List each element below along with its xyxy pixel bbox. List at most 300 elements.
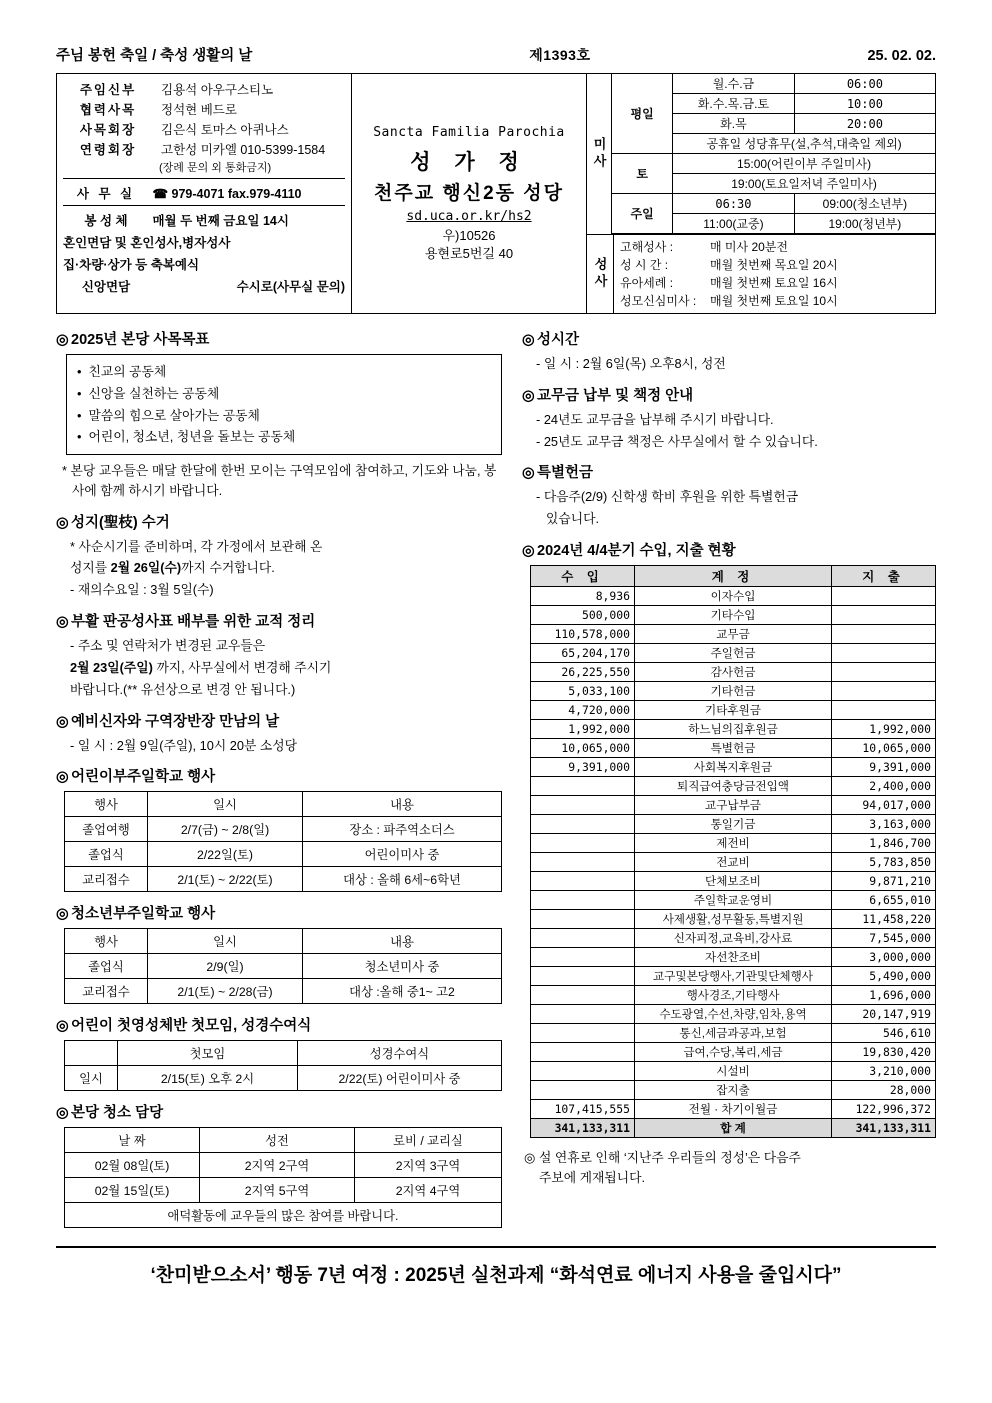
section-title-text: 어린이부주일학교 행사 (71, 769, 216, 786)
staff-row (63, 99, 345, 119)
income-cell: 4,720,000 (531, 701, 635, 720)
masthead-staff (57, 74, 352, 313)
total-expense: 341,133,311 (832, 1119, 936, 1138)
table-row (531, 606, 936, 625)
expense-cell: 94,017,000 (832, 796, 936, 815)
expense-cell (832, 587, 936, 606)
income-cell (531, 1005, 635, 1024)
sacrament-key: 고해성사 : (620, 240, 674, 254)
expense-cell: 3,210,000 (832, 1062, 936, 1081)
section-title-text: 2024년 4/4분기 수입, 지출 현황 (537, 543, 736, 560)
section-heading-easter (56, 610, 502, 631)
table-total-row (531, 1119, 936, 1138)
cell: 2지역 4구역 (355, 1178, 502, 1203)
sacrament-value: 매월 첫번째 목요일 20시 (710, 258, 838, 272)
staff-label: 협력사목 (79, 103, 137, 117)
table-header-row (65, 1041, 502, 1066)
mass-time-label: 19:00(토요일저녁 주일미사) (673, 174, 935, 194)
income-cell: 65,204,170 (531, 644, 635, 663)
staff-row (63, 79, 345, 99)
cell: 졸업여행 (65, 817, 148, 842)
income-cell (531, 777, 635, 796)
mass-time-value: 19:00(청년부) (794, 214, 935, 234)
expense-cell (832, 663, 936, 682)
income-cell (531, 834, 635, 853)
cleaning-table (64, 1127, 502, 1228)
parish-zipcode: 우)10526 (442, 227, 496, 243)
column-header: 날 짜 (65, 1128, 200, 1153)
service-label: 집·차량·상가 등 축복예식 (63, 258, 200, 272)
palm-line-2-pre: 성지를 (70, 560, 111, 576)
income-cell (531, 1062, 635, 1081)
account-cell: 시설비 (635, 1062, 832, 1081)
cell: 교리접수 (65, 979, 148, 1004)
easter-line-2-post: 까지, 사무실에서 변경해 주시기 (152, 659, 332, 675)
table-header-row (65, 792, 502, 817)
staff-row (63, 119, 345, 139)
account-cell: 기타수입 (635, 606, 832, 625)
table-row (531, 929, 936, 948)
holyhour-line-1: - 일 시 : 2월 6일(목) 오후8시, 성전 (536, 356, 726, 371)
divider (63, 205, 345, 206)
income-cell: 500,000 (531, 606, 635, 625)
mass-time-label: 15:00(어린이부 주일미사) (673, 154, 935, 174)
cell: 졸업식 (65, 954, 148, 979)
account-cell: 교무금 (635, 625, 832, 644)
column-header (65, 1041, 118, 1066)
account-cell: 사제생활,성무활동,특별지원 (635, 910, 832, 929)
income-cell (531, 910, 635, 929)
expense-cell: 3,163,000 (832, 815, 936, 834)
section-title-text: 성지(聖枝) 수거 (71, 514, 170, 531)
service-row (63, 275, 345, 297)
expense-cell: 3,000,000 (832, 948, 936, 967)
parish-address: 용현로5번길 40 (424, 245, 514, 261)
table-row (65, 1153, 502, 1178)
account-cell: 자선찬조비 (635, 948, 832, 967)
account-cell: 잡지출 (635, 1081, 832, 1100)
section-heading-first-communion (56, 1014, 502, 1035)
column-header: 내용 (303, 792, 502, 817)
income-cell (531, 891, 635, 910)
sacrament-label-text: 성사 (592, 257, 608, 291)
expense-cell: 5,783,850 (832, 853, 936, 872)
total-label: 합 계 (635, 1119, 832, 1138)
column-header: 첫모임 (118, 1041, 298, 1066)
goal-item: • 친교의 공동체 (77, 361, 491, 383)
header-feast: 주님 봉헌 축일 / 축성 생활의 날 (56, 48, 253, 64)
table-row (531, 872, 936, 891)
table-row (531, 777, 936, 796)
account-cell: 기타헌금 (635, 682, 832, 701)
palm-line-1: * 사순시기를 준비하며, 각 가정에서 보관해 온 (70, 538, 323, 554)
account-cell: 특별헌금 (635, 739, 832, 758)
easter-line-3: 바랍니다.(** 유선상으로 변경 안 됩니다.) (70, 681, 296, 697)
section-title-text: 교무금 납부 및 책정 안내 (537, 387, 694, 404)
table-row (65, 1178, 502, 1203)
account-cell: 행사경조,기타행사 (635, 986, 832, 1005)
header-issue: 제1393호 (529, 47, 591, 63)
bullet-icon: ◎ (524, 1150, 536, 1166)
column-header: 성전 (200, 1128, 355, 1153)
column-header: 일시 (148, 929, 303, 954)
staff-value: 고한성 미카엘 010-5399-1584 (161, 143, 326, 157)
goals-box (66, 354, 502, 455)
cell: 대상 :올해 중1~ 고2 (303, 979, 502, 1004)
staff-label: 사목회장 (79, 123, 137, 137)
table-row (65, 817, 502, 842)
column-header: 내용 (303, 929, 502, 954)
section-heading-holyhour (522, 328, 936, 349)
service-row (63, 209, 345, 231)
section-title-text: 예비신자와 구역장반장 만남의 날 (71, 713, 280, 730)
page-header (56, 44, 936, 65)
mass-row (612, 154, 935, 174)
expense-cell: 1,846,700 (832, 834, 936, 853)
table-row (65, 954, 502, 979)
account-cell: 교구및본당행사,기관및단체행사 (635, 967, 832, 986)
cell: 2지역 3구역 (355, 1153, 502, 1178)
service-label: 혼인면담 및 혼인성사,병자성사 (63, 236, 231, 250)
parish-name-secondary: 천주교 행신2동 성당 (374, 182, 564, 204)
income-cell: 8,936 (531, 587, 635, 606)
masthead-schedule (587, 74, 935, 313)
bullet-icon: ◎ (56, 332, 69, 348)
income-cell: 107,415,555 (531, 1100, 635, 1119)
easter-line-2 (58, 658, 502, 678)
income-cell: 5,033,100 (531, 682, 635, 701)
first-communion-table (64, 1040, 502, 1091)
goals-note: * 본당 교우들은 매달 한달에 한번 모이는 구역모임에 참여하고, 기도와 나눔, 봉사에 함께 하시기 바랍니다. (62, 463, 497, 498)
section-heading-finance (522, 539, 936, 560)
table-row (531, 1043, 936, 1062)
bullet-icon: ◎ (56, 514, 69, 531)
income-cell (531, 1081, 635, 1100)
account-cell: 제전비 (635, 834, 832, 853)
footer-slogan: ‘찬미받으소서’ 행동 7년 여정 : 2025년 실천과제 “화석연료 에너지 사용을 줄입시다” (56, 1246, 936, 1287)
easter-line-1: - 주소 및 연락처가 변경된 교우들은 (70, 638, 266, 654)
palm-line-3: - 재의수요일 : 3월 5일(수) (70, 582, 214, 598)
table-row (65, 1066, 502, 1091)
mass-time-value: 10:00 (794, 94, 935, 114)
expense-cell: 7,545,000 (832, 929, 936, 948)
cell: 일시 (65, 1066, 118, 1091)
staff-value: 김용석 아우구스티노 (161, 83, 274, 97)
kids-school-table (64, 791, 502, 892)
table-row (65, 979, 502, 1004)
mass-time-label: 화.목 (673, 114, 795, 134)
cell: 02월 08일(토) (65, 1153, 200, 1178)
table-row (65, 842, 502, 867)
column-header-income: 수 입 (531, 566, 635, 587)
table-row (531, 644, 936, 663)
section-heading-kids-school (56, 765, 502, 786)
table-row (531, 663, 936, 682)
youth-school-table (64, 928, 502, 1004)
sacrament-value: 매 미사 20분전 (710, 240, 788, 254)
sacrament-row (620, 238, 929, 256)
table-header-row (65, 1128, 502, 1153)
expense-cell: 19,830,420 (832, 1043, 936, 1062)
sacrament-value: 매월 첫번째 토요일 16시 (710, 276, 838, 290)
notice-block (524, 1148, 936, 1188)
service-label: 봉 성 체 (84, 214, 128, 228)
cell: 02월 15일(토) (65, 1178, 200, 1203)
table-header-row (65, 929, 502, 954)
column-header-account: 계 정 (635, 566, 832, 587)
staff-value: 김은식 토마스 아퀴나스 (161, 123, 289, 137)
expense-cell: 546,610 (832, 1024, 936, 1043)
expense-cell: 1,696,000 (832, 986, 936, 1005)
account-cell: 하느님의집후원금 (635, 720, 832, 739)
section-title-text: 부활 판공성사표 배부를 위한 교적 정리 (71, 614, 316, 631)
account-cell: 수도광열,수선,차량,임차,용역 (635, 1005, 832, 1024)
table-row (531, 967, 936, 986)
income-cell (531, 872, 635, 891)
expense-cell (832, 644, 936, 663)
sacrament-schedule (587, 235, 935, 313)
income-cell (531, 948, 635, 967)
income-cell: 9,391,000 (531, 758, 635, 777)
mass-kind: 토 (612, 154, 673, 194)
table-row (65, 867, 502, 892)
mass-vertical-label (587, 74, 612, 234)
parish-identity (352, 74, 587, 313)
content-columns (56, 328, 936, 1232)
section-title-text: 청소년부주일학교 행사 (71, 906, 216, 923)
income-cell: 10,065,000 (531, 739, 635, 758)
dues-line-1: - 24년도 교무금을 납부해 주시기 바랍니다. (536, 411, 774, 427)
income-cell (531, 929, 635, 948)
easter-deadline: 2월 23일(주일) (70, 659, 153, 675)
catechumen-line-1: - 일 시 : 2월 9일(주일), 10시 20분 소성당 (70, 737, 298, 753)
expense-cell: 122,996,372 (832, 1100, 936, 1119)
table-row (531, 720, 936, 739)
account-cell: 퇴직급여충당금전입액 (635, 777, 832, 796)
staff-value: 정석현 베드로 (161, 103, 237, 117)
special-line-2: 있습니다. (546, 511, 600, 527)
table-row (531, 739, 936, 758)
service-row (63, 253, 345, 275)
account-cell: 주일헌금 (635, 644, 832, 663)
table-row (65, 1203, 502, 1228)
service-label: 신앙면담 (81, 280, 131, 294)
column-header-expense: 지 출 (832, 566, 936, 587)
table-row (531, 948, 936, 967)
office-row (63, 182, 345, 202)
expense-cell (832, 625, 936, 644)
mass-row (612, 74, 935, 94)
cell: 2/15(토) 오후 2시 (118, 1066, 298, 1091)
table-row (531, 815, 936, 834)
table-header-row (531, 566, 936, 587)
account-cell: 이자수입 (635, 587, 832, 606)
expense-cell: 1,992,000 (832, 720, 936, 739)
sacrament-key: 성모신심미사 : (620, 294, 697, 308)
cell: 대상 : 올해 6세~6학년 (303, 867, 502, 892)
expense-cell: 2,400,000 (832, 777, 936, 796)
service-row (63, 231, 345, 253)
palm-deadline: 2월 26일(수) (110, 560, 182, 576)
bullet-icon: ◎ (522, 387, 535, 404)
mass-kind: 주일 (612, 194, 673, 234)
account-cell: 주일학교운영비 (635, 891, 832, 910)
mass-schedule (587, 74, 935, 235)
account-cell: 통신,세금과공과,보험 (635, 1024, 832, 1043)
goal-item: • 신앙을 실천하는 공동체 (77, 383, 491, 405)
section-heading-dues (522, 384, 936, 405)
table-row (531, 682, 936, 701)
account-cell: 급여,수당,복리,세금 (635, 1043, 832, 1062)
expense-cell: 10,065,000 (832, 739, 936, 758)
expense-cell: 20,147,919 (832, 1005, 936, 1024)
section-heading-catechumen (56, 710, 502, 731)
mass-label-text: 미사 (591, 137, 607, 171)
bullet-icon: ◎ (56, 1105, 69, 1122)
palm-line-2-post: 까지 수거합니다. (181, 560, 275, 576)
notice-line-2: 주보에 게재됩니다. (539, 1169, 646, 1185)
staff-note: (장례 문의 외 통화금지) (159, 162, 272, 174)
expense-cell: 28,000 (832, 1081, 936, 1100)
income-cell (531, 853, 635, 872)
sacrament-key: 성 시 간 : (620, 258, 669, 272)
table-row (531, 834, 936, 853)
income-cell (531, 1043, 635, 1062)
mass-row (612, 194, 935, 214)
mass-time-label: 월.수.금 (673, 74, 795, 94)
table-row (531, 758, 936, 777)
cell: 어린이미사 중 (303, 842, 502, 867)
bullet-icon: ◎ (56, 906, 69, 923)
account-cell: 통일기금 (635, 815, 832, 834)
account-cell: 교구납부금 (635, 796, 832, 815)
expense-cell (832, 682, 936, 701)
mass-kind: 평일 (612, 74, 673, 154)
section-title-text: 2025년 본당 사목목표 (71, 332, 210, 348)
cleaning-footnote: 애덕활동에 교우들의 많은 참여를 바랍니다. (65, 1203, 502, 1228)
parish-latin-name: Sancta Familia Parochia (373, 124, 565, 140)
goal-item: • 어린이, 청소년, 청년을 돌보는 공동체 (77, 426, 491, 448)
section-title-text: 본당 청소 담당 (71, 1105, 164, 1122)
special-line-1: - 다음주(2/9) 신학생 학비 후원을 위한 특별헌금 (536, 489, 799, 505)
parish-website-link[interactable]: sd.uca.or.kr/hs2 (406, 208, 532, 224)
sacrament-row (620, 292, 929, 310)
mass-holiday-note: 공휴일 성당휴무(설,추석,대축일 제외) (673, 134, 935, 154)
table-row (531, 1024, 936, 1043)
table-row (531, 796, 936, 815)
sacrament-row (620, 274, 929, 292)
section-heading-goals (56, 328, 502, 349)
staff-label: 주임신부 (79, 83, 137, 97)
table-row (531, 587, 936, 606)
expense-cell: 6,655,010 (832, 891, 936, 910)
income-cell (531, 986, 635, 1005)
column-header: 행사 (65, 792, 148, 817)
bullet-icon: ◎ (56, 713, 69, 730)
notice-line-1: 설 연휴로 인해 ‘지난주 우리들의 정성’은 다음주 (539, 1150, 801, 1166)
service-value: 매월 두 번째 금요일 14시 (152, 214, 289, 228)
account-cell: 감사헌금 (635, 663, 832, 682)
account-cell: 전교비 (635, 853, 832, 872)
cell: 2지역 2구역 (200, 1153, 355, 1178)
table-row (531, 701, 936, 720)
table-row (531, 891, 936, 910)
section-heading-palm (56, 511, 502, 532)
service-value: 수시로(사무실 문의) (236, 280, 345, 294)
staff-row (63, 139, 345, 159)
expense-cell (832, 701, 936, 720)
section-heading-youth-school (56, 902, 502, 923)
income-cell: 1,992,000 (531, 720, 635, 739)
parish-name-primary: 성 가 정 (410, 150, 528, 174)
dues-line-2: - 25년도 교무금 책정은 사무실에서 할 수 있습니다. (536, 433, 818, 449)
cell: 2/1(토) ~ 2/28(금) (148, 979, 303, 1004)
goal-item: • 말씀의 힘으로 살아가는 공동체 (77, 405, 491, 427)
column-header: 일시 (148, 792, 303, 817)
mass-time-label: 11:00(교중) (673, 214, 795, 234)
expense-cell (832, 606, 936, 625)
income-cell (531, 1024, 635, 1043)
cell: 교리접수 (65, 867, 148, 892)
table-row (531, 1062, 936, 1081)
finance-table (530, 565, 936, 1138)
table-row (531, 1005, 936, 1024)
column-header: 성경수여식 (298, 1041, 502, 1066)
mass-time-value: 20:00 (794, 114, 935, 134)
bullet-icon: ◎ (56, 614, 69, 631)
bullet-icon: ◎ (56, 1018, 69, 1035)
bullet-icon: ◎ (522, 465, 535, 482)
income-cell (531, 815, 635, 834)
section-heading-special-offering (522, 461, 936, 482)
cell: 장소 : 파주역소더스 (303, 817, 502, 842)
expense-cell: 9,391,000 (832, 758, 936, 777)
total-income: 341,133,311 (531, 1119, 635, 1138)
cell: 2지역 5구역 (200, 1178, 355, 1203)
income-cell (531, 967, 635, 986)
divider (63, 178, 345, 179)
table-row (531, 1100, 936, 1119)
cell: 청소년미사 중 (303, 954, 502, 979)
mass-time-label: 06:30 (673, 194, 795, 214)
office-phone: ☎ 979-4071 fax.979-4110 (152, 187, 302, 201)
header-date: 25. 02. 02. (867, 48, 936, 64)
office-label: 사 무 실 (76, 187, 136, 201)
right-column (516, 328, 936, 1232)
cell: 2/9(일) (148, 954, 303, 979)
account-cell: 전월 · 차기이월금 (635, 1100, 832, 1119)
table-row (531, 1081, 936, 1100)
cell: 2/1(토) ~ 2/22(토) (148, 867, 303, 892)
bullet-icon: ◎ (522, 332, 535, 348)
staff-label: 연령회장 (79, 143, 137, 157)
palm-line-2 (58, 558, 502, 578)
sacrament-row (620, 256, 929, 274)
table-row (531, 910, 936, 929)
mass-time-label: 화.수.목.금.토 (673, 94, 795, 114)
mass-time-value: 09:00(청소년부) (794, 194, 935, 214)
sacrament-key: 유아세례 : (620, 276, 674, 290)
column-header: 행사 (65, 929, 148, 954)
sacrament-value: 매월 첫번째 토요일 10시 (710, 294, 838, 308)
left-column (56, 328, 516, 1232)
table-row (531, 625, 936, 644)
section-title-text: 어린이 첫영성체반 첫모임, 성경수여식 (71, 1018, 312, 1035)
masthead (56, 73, 936, 314)
section-title-text: 성시간 (537, 332, 580, 348)
bullet-icon: ◎ (522, 543, 535, 560)
account-cell: 기타후원금 (635, 701, 832, 720)
